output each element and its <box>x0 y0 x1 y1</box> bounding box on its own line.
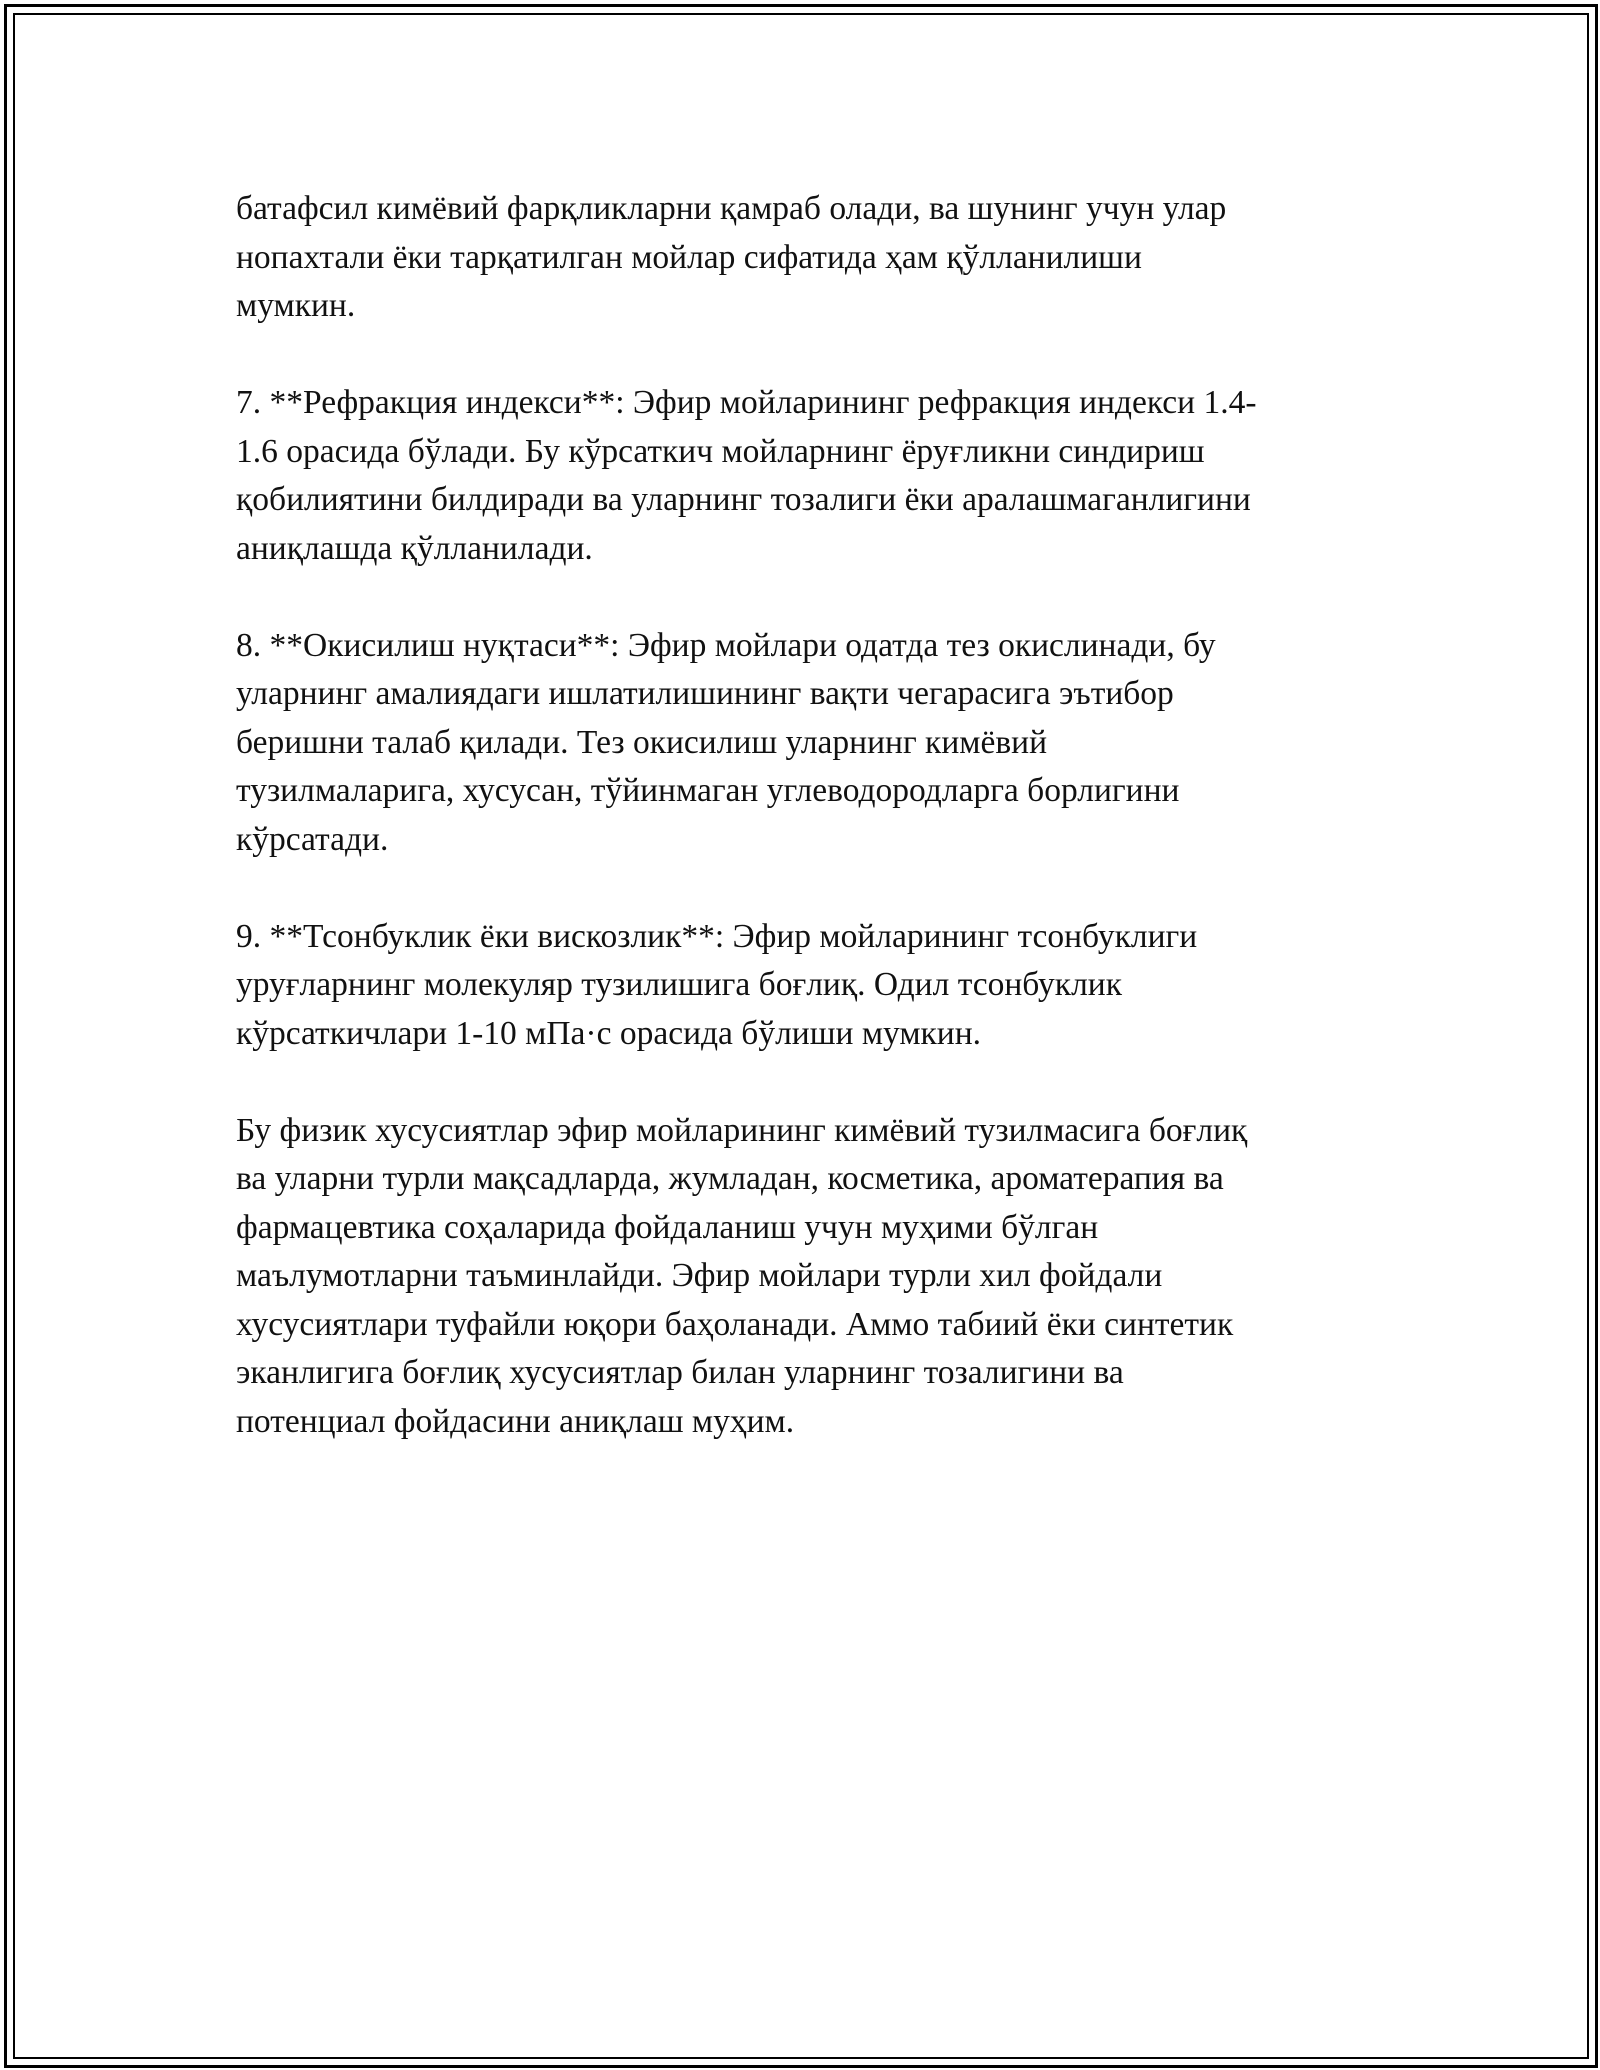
document-body <box>236 185 1366 1446</box>
paragraph-oxidation-point: 8. **Окисилиш нуқтаси**: Эфир мойлари одатда тез окислинади, бу уларнинг амалиядаги ишлатилишининг вақти чегарасига эътибор беришни талаб қилади. Тез окисилиш уларнинг кимёвий тузилмаларига, хусусан, тўйинмаган углеводородларга борлигини кўрсатади. <box>236 626 1216 858</box>
paragraph-viscosity: 9. **Тсонбуклик ёки вискозлик**: Эфир мойларининг тсонбуклиги уруғларнинг молекуляр тузилишига боғлиқ. Одил тсонбуклик кўрсаткичлари 1-10 мПа·с орасида бўлиши мумкин. <box>236 917 1198 1052</box>
paragraph-conclusion: Бу физик хусусиятлар эфир мойларининг кимёвий тузилмасига боғлиқ ва уларни турли мақсадларда, жумладан, косметика, ароматерапия ва фармацевтика соҳаларида фойдаланиш учун муҳими бўлган маълумотларни таъминлайди. Эфир мойлари турли хил фойдали хусусиятлари туфайли юқори баҳоланади. Аммо табиий ёки синтетик эканлигига боғлиқ хусусиятлар билан уларнинг тозалигини ва потенциал фойдасини аниқлаш муҳим. <box>236 1111 1248 1440</box>
paragraph-continuation: батафсил кимёвий фарқликларни қамраб олади, ва шунинг учун улар нопахтали ёки тарқатилган мойлар сифатида ҳам қўлланилиши мумкин. <box>236 190 1227 324</box>
paragraph-refraction-index: 7. **Рефракция индекси**: Эфир мойларининг рефракция индекси 1.4- 1.6 орасида бўлади. Бу кўрсаткич мойларнинг ёруғликни синдириш қобилиятини билдиради ва уларнинг тозалиги ёки аралашмаганлигини аниқлашда қўлланилади. <box>236 384 1257 567</box>
